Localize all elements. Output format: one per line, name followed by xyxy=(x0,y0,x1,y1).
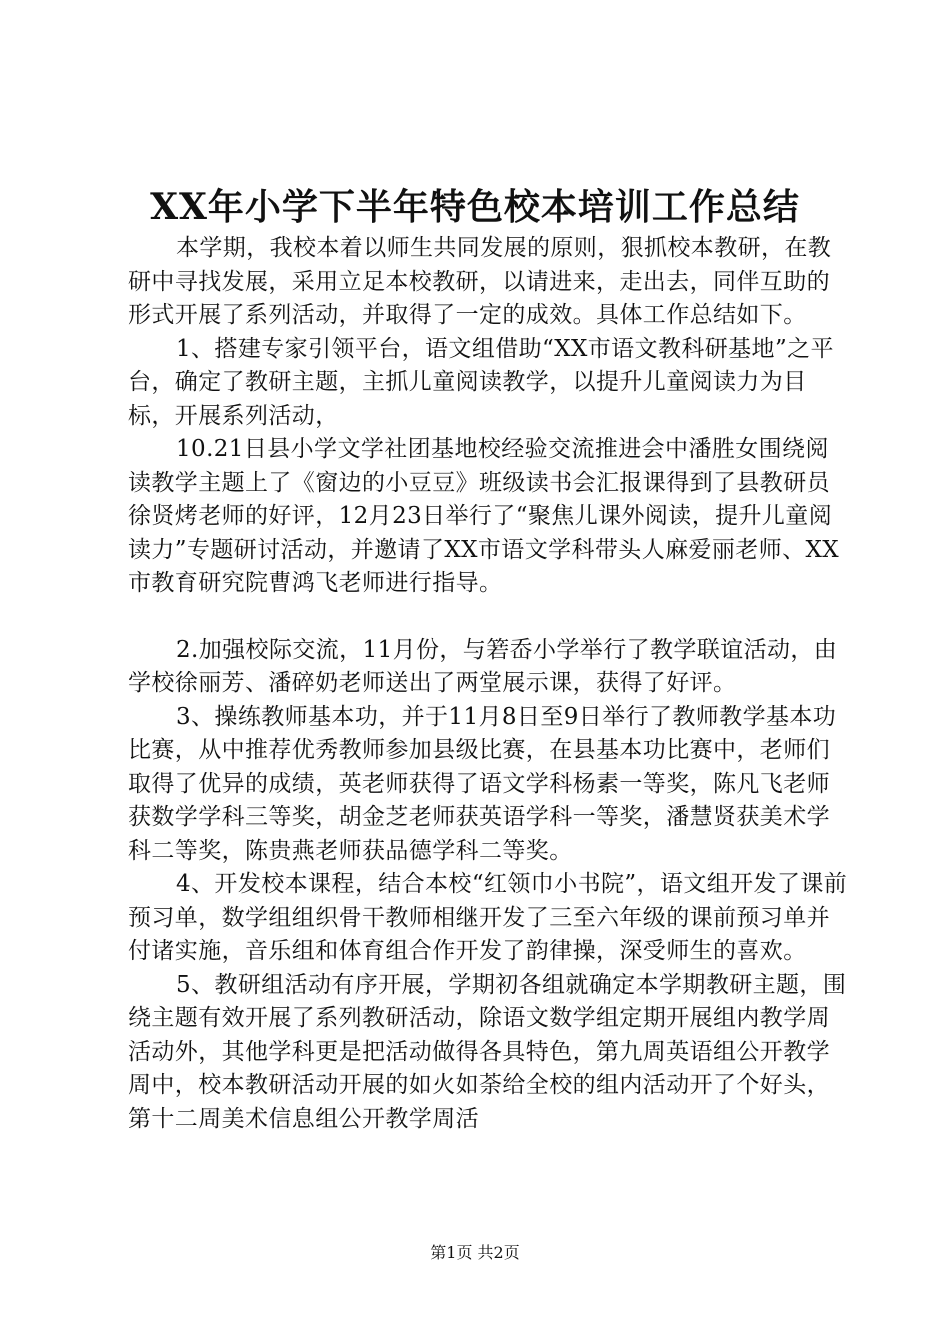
paragraph-item-5: 5、教研组活动有序开展，学期初各组就确定本学期教研主题，围绕主题有效开展了系列教研活动，除语文数学组定期开展组内教学周活动外，其他学科更是把活动做得各具特色，第九周英语组公开教学周中，校本教研活动开展的如火如荼给全校的组内活动开了个好头，第十二周美术信息组公开教学周活 xyxy=(128,971,847,1132)
page-footer: 第1页 共2页 xyxy=(430,1243,520,1262)
paragraph-item-2: 2.加强校际交流，11月份，与箬岙小学举行了教学联谊活动，由学校徐丽芳、潘碎奶老师送出了两堂展示课，获得了好评。 xyxy=(128,636,838,696)
paragraph-item-4: 4、开发校本课程，结合本校“红领巾小书院”，语文组开发了课前预习单，数学组组织骨干教师相继开发了三至六年级的课前预习单并付诸实施，音乐组和体育组合作开发了韵律操，深受师生的喜欢。 xyxy=(128,871,848,964)
paragraph-item-3: 3、操练教师基本功，并于11月8日至9日举行了教师教学基本功比赛，从中推荐优秀教师参加县级比赛，在县基本功比赛中，老师们取得了优异的成绩，英老师获得了语文学科杨素一等奖，陈凡飞老师获数学学科三等奖，胡金芝老师获英语学科一等奖，潘慧贤获美术学科二等奖，陈贵燕老师获品德学科二等奖。 xyxy=(128,703,837,864)
paragraph-intro: 本学期，我校本着以师生共同发展的原则，狠抓校本教研，在教研中寻找发展，采用立足本校教研，以请进来，走出去，同伴互助的形式开展了系列活动，并取得了一定的成效。具体工作总结如下。 xyxy=(128,235,832,328)
document-title: XX年小学下半年特色校本培训工作总结 xyxy=(150,186,800,228)
paragraph-item-1: 1、搭建专家引领平台，语文组借助“XX市语文教科研基地”之平台，确定了教研主题，主抓儿童阅读教学，以提升儿童阅读力为目标，开展系列活动， xyxy=(128,335,834,429)
paragraph-item-1-detail: 10.21日县小学文学社团基地校经验交流推进会中潘胜女围绕阅读教学主题上了《窗边的小豆豆》班级读书会汇报课得到了县教研员徐贤烤老师的好评，12月23日举行了“聚焦儿课外阅读，提升儿童阅读力”专题研讨活动，并邀请了XX市语文学科带头人麻爱丽老师、XX市教育研究院曹鸿飞老师进行指导。 xyxy=(128,436,840,596)
document-body xyxy=(128,232,848,1136)
